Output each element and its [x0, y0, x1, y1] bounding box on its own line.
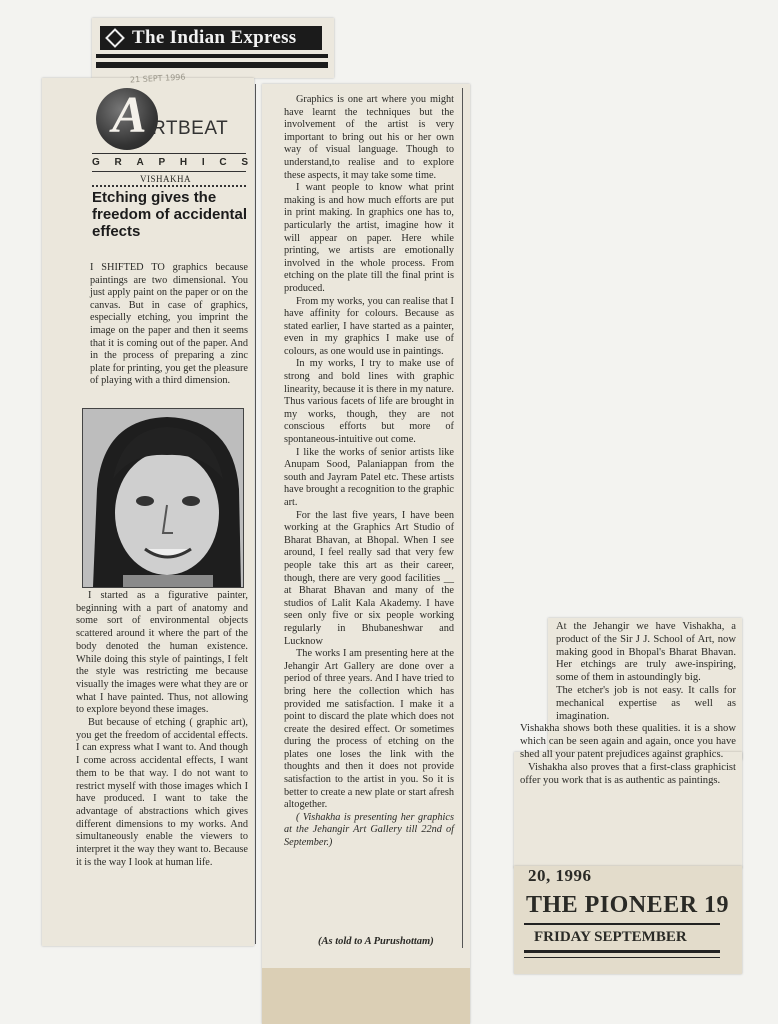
tape-strip [262, 968, 470, 1024]
artbeat-logo-text: RTBEAT [152, 118, 229, 139]
article-headline: Etching gives the freedom of accidental effects [92, 189, 248, 240]
portrait-photo [83, 409, 243, 587]
paragraph: But because of etching ( graphic art), you get the freedom of accidental effects. I can express what I want to. And though I come across accidental effects, I want them to be that way. I do not want to restrict myself with those images which I have produced. I want to take the advantage of abstractions which gives different dimensions to my works. And simultaneously enable the viewers to interpret it the way they want to. Because it is the way I look at human life. [76, 717, 248, 868]
pioneer-day: FRIDAY SEPTEMBER [534, 929, 687, 945]
paragraph: I started as a figurative painter, beginning with a part of anatomy and some sort of environmental objects scattered around it where the part of the body denoted the human existence. While doing this style of paintings, I felt the style was restricting me because visually the images were what they are or what I have painted. Thus, not allowing to explore beyond these images. [76, 590, 248, 716]
kicker-letter: S [241, 157, 248, 168]
article-body-middle [284, 94, 454, 850]
divider [524, 923, 720, 925]
pencil-date-note: 21 SEPT 1996 [129, 72, 186, 85]
paragraph: The works I am presenting here at the Jehangir Art Gallery are done over a period of three years. And I have tried to bring here the collection which has provided me satisfaction. I make it a point to discard the plate which does not create the desired effect. Or sometimes during the process of etching on the plates one loses the link with the thoughts and then it does not provide satisfaction to the artist in you. So it is better to create a new plate or start afresh altogether. [284, 648, 454, 811]
credit-note: ( Vishakha is presenting her graphics at the Jehangir Art Gallery till 22nd of September.) [284, 811, 454, 849]
dotted-divider [92, 185, 246, 187]
kicker-letter: P [158, 157, 166, 168]
paragraph: From my works, you can realise that I have affinity for colours. Because as stated earlier, I have started as a painter, even in my graphics I make use of colours, as one would use in paintings. [284, 295, 454, 357]
masthead-rule [96, 62, 328, 68]
told-to-credit: (As told to A Purushottam) [318, 936, 434, 947]
kicker-letter: R [114, 157, 122, 168]
kicker-letter: G [92, 157, 100, 168]
divider [524, 950, 720, 953]
paragraph: For the last five years, I have been working at the Graphics Art Studio of Bharat Bhavan, at Bhopal. When I see around, I feel really sad that very few people take this art as their career, though, there are very good facilities __ at Bharat Bhavan and many of the studios of Lalit Kala Akademy. I have seen only five or six people working regularly in Bhubaneshwar and Lucknow [284, 509, 454, 647]
paragraph: Graphics is one art where you might have learnt the techniques but the involvement of the artist is very important to bring out his or her own way of visual language. Though to understand,to realise and to explore these aspects, it may take some time. [284, 94, 454, 181]
kicker-letter: A [136, 157, 144, 168]
kicker-letter: C [219, 157, 227, 168]
pioneer-date: 20, 1996 [528, 866, 592, 885]
paragraph: In my works, I try to make use of strong and bold lines with graphic linearity, because it is there in my nature. Thus various facets of life are brought in my works, though, they are not conscious efforts but more of spontaneous-intuitive out come. [284, 358, 454, 446]
paragraph: Vishakha shows both these qualities. it is a show which can be seen again and again, once you have shed all your patent prejudices against graphics. [520, 723, 736, 760]
paragraph: I want people to know what print making is and how much efforts are put in print making. In graphics one has to, particularly the artist, imagine how it will appear on paper. Here while printing, we artists are emotionally involved in the whole process. From etching on the plate till the final print is produced. [284, 182, 454, 294]
artist-portrait [82, 408, 244, 588]
masthead-bar [100, 26, 322, 50]
artbeat-logo-letter: A [112, 87, 147, 144]
paragraph: At the Jehangir we have Vishakha, a product of the Sir J J. School of Art, now making good in Bhopal's Bharat Bhavan. Her etchings are truly awe-inspiring, some of them in astoundingly big. [556, 621, 736, 684]
kicker-letter: I [201, 157, 205, 168]
column-rule [255, 84, 256, 944]
indian-express-masthead [92, 18, 334, 78]
article-body-left [76, 590, 248, 869]
pioneer-title: THE PIONEER 19 [526, 892, 730, 918]
kicker-letter: H [179, 157, 188, 168]
pioneer-article-body [520, 621, 736, 787]
paragraph: Vishakha also proves that a first-class graphicist offer you work that is as authentic as paintings. [520, 761, 736, 786]
diamond-icon [105, 28, 125, 48]
byline: VISHAKHA [140, 174, 191, 184]
divider [92, 153, 246, 154]
section-kicker [92, 157, 248, 168]
paragraph: The etcher's job is not easy. It calls for mechanical expertise as well as imagination. [556, 684, 736, 722]
divider [92, 171, 246, 172]
masthead-rule [96, 54, 328, 58]
article-lede: I SHIFTED TO graphics because paintings are two dimensional. You just apply paint on the paper or on the canvas. But in case of graphics, especially etching, you imprint the image on the paper and then it seems that it is coming out of the paper. And in the process of preparing a zinc plate for printing, you get the pleasure of playing with a third dimension. [90, 262, 248, 387]
masthead-title: The Indian Express [132, 27, 297, 48]
column-rule [462, 88, 463, 948]
divider [524, 957, 720, 958]
paragraph: I like the works of senior artists like Anupam Sood, Palaniappan from the south and Jayram Patel etc. These artists have brought a recognition to the graphic art. [284, 446, 454, 508]
